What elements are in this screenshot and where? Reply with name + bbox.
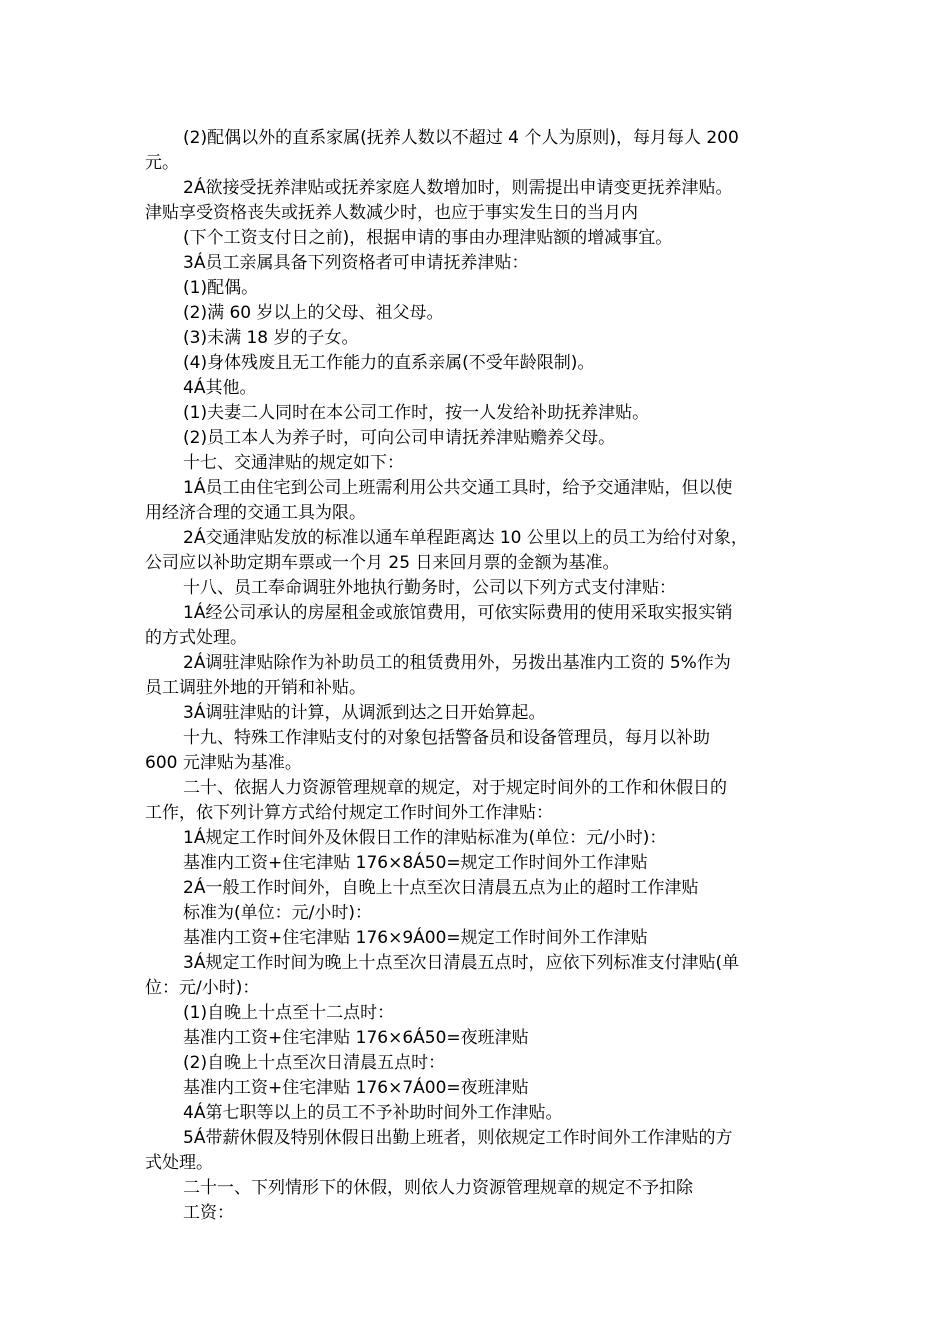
text-line: 4Á第七职等以上的员工不予补助时间外工作津贴。 <box>183 1103 563 1123</box>
text-line: 工作，依下列计算方式给付规定工作时间外工作津贴： <box>145 803 553 823</box>
text-line: 公司应以补助定期车票或一个月 25 日来回月票的金额为基准。 <box>145 553 620 573</box>
text-line: (2)配偶以外的直系家属(抚养人数以不超过 4 个人为原则)，每月每人 200 <box>183 128 739 148</box>
text-line: 1Á员工由住宅到公司上班需利用公共交通工具时，给予交通津贴，但以使 <box>183 478 733 498</box>
text-line: 工资： <box>183 1203 234 1223</box>
formula-line: 基准内工资+住宅津贴 176×9Á00=规定工作时间外工作津贴 <box>183 928 648 948</box>
text-line: 用经济合理的交通工具为限。 <box>145 503 366 523</box>
section-heading: 十八、员工奉命调驻外地执行勤务时，公司以下列方式支付津贴： <box>183 578 676 598</box>
text-line: 位：元/小时)： <box>145 978 260 998</box>
text-line: (1)配偶。 <box>183 278 259 298</box>
section-heading: 十九、特殊工作津贴支付的对象包括警备员和设备管理员，每月以补助 <box>183 728 710 748</box>
text-line: 元。 <box>145 153 179 173</box>
text-line: 4Á其他。 <box>183 378 257 398</box>
text-line: (2)员工本人为养子时，可向公司申请抚养津贴赡养父母。 <box>183 428 616 448</box>
text-line: 3Á员工亲属具备下列资格者可申请抚养津贴： <box>183 253 529 273</box>
text-line: 2Á一般工作时间外，自晚上十点至次日清晨五点为止的超时工作津贴 <box>183 878 699 898</box>
section-heading: 二十、依据人力资源管理规章的规定，对于规定时间外的工作和休假日的 <box>183 778 727 798</box>
text-line: (4)身体残废且无工作能力的直系亲属(不受年龄限制)。 <box>183 353 595 373</box>
section-heading: 二十一、下列情形下的休假，则依人力资源管理规章的规定不予扣除 <box>183 1178 693 1198</box>
text-line: 600 元津贴为基准。 <box>145 753 302 773</box>
text-line: (3)未满 18 岁的子女。 <box>183 328 359 348</box>
text-line: 2Á交通津贴发放的标准以通车单程距离达 10 公里以上的员工为给付对象， <box>183 528 748 548</box>
text-line: 津贴享受资格丧失或抚养人数减少时，也应于事实发生日的当月内 <box>145 203 638 223</box>
text-line: 3Á规定工作时间为晚上十点至次日清晨五点时，应依下列标准支付津贴(单 <box>183 953 740 973</box>
formula-line: 基准内工资+住宅津贴 176×8Á50=规定工作时间外工作津贴 <box>183 853 648 873</box>
text-line: (1)夫妻二人同时在本公司工作时，按一人发给补助抚养津贴。 <box>183 403 650 423</box>
text-line: (1)自晚上十点至十二点时： <box>183 1003 395 1023</box>
text-line: 标准为(单位：元/小时)： <box>183 903 372 923</box>
text-line: (2)自晚上十点至次日清晨五点时： <box>183 1053 446 1073</box>
text-line: (下个工资支付日之前)，根据申请的事由办理津贴额的增减事宜。 <box>183 228 673 248</box>
text-line: 3Á调驻津贴的计算，从调派到达之日开始算起。 <box>183 703 546 723</box>
text-line: 员工调驻外地的开销和补贴。 <box>145 678 366 698</box>
formula-line: 基准内工资+住宅津贴 176×7Á00=夜班津贴 <box>183 1078 529 1098</box>
text-line: (2)满 60 岁以上的父母、祖父母。 <box>183 303 444 323</box>
text-line: 的方式处理。 <box>145 628 247 648</box>
section-heading: 十七、交通津贴的规定如下： <box>183 453 404 473</box>
text-line: 2Á调驻津贴除作为补助员工的租赁费用外，另拨出基准内工资的 5%作为 <box>183 653 731 673</box>
text-line: 1Á规定工作时间外及休假日工作的津贴标准为(单位：元/小时)： <box>183 828 667 848</box>
text-line: 5Á带薪休假及特别休假日出勤上班者，则依规定工作时间外工作津贴的方 <box>183 1128 733 1148</box>
text-line: 2Á欲接受抚养津贴或抚养家庭人数增加时，则需提出申请变更抚养津贴。 <box>183 178 733 198</box>
formula-line: 基准内工资+住宅津贴 176×6Á50=夜班津贴 <box>183 1028 529 1048</box>
text-line: 式处理。 <box>145 1153 213 1173</box>
text-line: 1Á经公司承认的房屋租金或旅馆费用，可依实际费用的使用采取实报实销 <box>183 603 733 623</box>
